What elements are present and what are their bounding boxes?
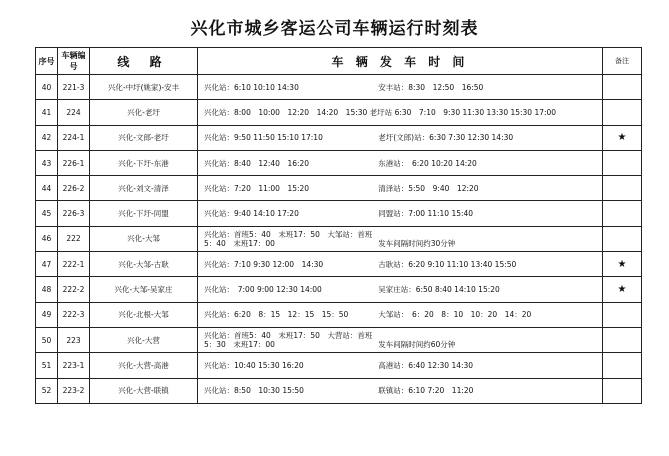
cell-bus-no: 226-2 xyxy=(58,176,90,201)
table-row xyxy=(36,302,642,327)
cell-route: 兴化-大邹 xyxy=(90,226,198,251)
schedule-outbound: 兴化站：6:10 10:10 14:30 xyxy=(204,82,299,92)
cell-bus-no: 221-3 xyxy=(58,75,90,100)
schedule-return: 高港站：6:40 12:30 14:30 xyxy=(378,360,474,370)
cell-route: 兴化-大营-联镇 xyxy=(90,378,198,403)
cell-bus-no: 223 xyxy=(58,327,90,352)
cell-bus-no: 222-2 xyxy=(58,277,90,302)
cell-schedule xyxy=(198,226,603,251)
cell-seq: 51 xyxy=(36,353,58,378)
schedule-return: 清泽站：5:50 9:40 12:20 xyxy=(378,183,479,193)
cell-schedule xyxy=(198,353,603,378)
schedule-outbound: 兴化站：6:20 8：15 12：15 15：50 xyxy=(204,310,349,320)
table-row xyxy=(36,176,642,201)
table-row xyxy=(36,75,642,100)
cell-route: 兴化-北根-大邹 xyxy=(90,302,198,327)
table-row xyxy=(36,327,642,352)
cell-route: 兴化-刘文-清泽 xyxy=(90,176,198,201)
cell-route: 兴化-大营 xyxy=(90,327,198,352)
cell-bus-no: 223-2 xyxy=(58,378,90,403)
cell-route: 兴化-大营-高港 xyxy=(90,353,198,378)
header-schedule: 车 辆 发 车 时 间 xyxy=(198,48,603,75)
cell-route: 兴化-老圩 xyxy=(90,100,198,125)
cell-note xyxy=(603,378,642,403)
table-row xyxy=(36,201,642,226)
schedule-outbound: 兴化站： 7:00 9:00 12:30 14:00 xyxy=(204,285,322,295)
cell-bus-no: 222 xyxy=(58,226,90,251)
cell-note xyxy=(603,353,642,378)
timetable xyxy=(35,47,642,404)
cell-seq: 43 xyxy=(36,150,58,175)
schedule-return: 老圩(文郎)站：6:30 7:30 12:30 14:30 xyxy=(378,133,514,143)
cell-seq: 45 xyxy=(36,201,58,226)
cell-note: ★ xyxy=(603,277,642,302)
cell-note xyxy=(603,150,642,175)
page-title: 兴化市城乡客运公司车辆运行时刻表 xyxy=(190,19,479,39)
cell-note xyxy=(603,302,642,327)
cell-bus-no: 226-3 xyxy=(58,201,90,226)
cell-route: 兴化-下圩-同盟 xyxy=(90,201,198,226)
schedule-outbound: 兴化站：9:40 14:10 17:20 xyxy=(204,209,299,219)
cell-seq: 46 xyxy=(36,226,58,251)
cell-seq: 42 xyxy=(36,125,58,150)
cell-schedule xyxy=(198,277,603,302)
cell-bus-no: 224-1 xyxy=(58,125,90,150)
table-row xyxy=(36,378,642,403)
cell-route: 兴化-下圩-东港 xyxy=(90,150,198,175)
table-header-row xyxy=(36,48,642,75)
table-row xyxy=(36,150,642,175)
cell-note: ★ xyxy=(603,252,642,277)
schedule-return: 大邹站： 6：20 8：10 10：20 14：20 xyxy=(378,310,532,320)
schedule-outbound: 兴化站：9:50 11:50 15:10 17:10 xyxy=(204,133,323,143)
cell-seq: 48 xyxy=(36,277,58,302)
schedule-outbound: 兴化站：8:00 10:00 12:20 14:20 15:30 老圩站 6:30 7:10 9:30 11:30 13:30 15:30 17:00 xyxy=(204,107,557,117)
header-seq: 序号 xyxy=(36,48,58,75)
schedule-return: 发车间隔时间约60分钟 xyxy=(378,340,456,350)
header-bus-no: 车辆编号 xyxy=(58,48,90,75)
cell-schedule xyxy=(198,176,603,201)
table-body xyxy=(36,75,642,404)
header-route: 线 路 xyxy=(90,48,198,75)
schedule-return: 同盟站：7:00 11:10 15:40 xyxy=(378,209,474,219)
table-row xyxy=(36,353,642,378)
schedule-return: 安丰站：8:30 12:50 16:50 xyxy=(378,82,484,92)
schedule-return: 古耿站：6:20 9:10 11:10 13:40 15:50 xyxy=(378,259,517,269)
cell-schedule xyxy=(198,201,603,226)
schedule-return: 东港站： 6:20 10:20 14:20 xyxy=(378,158,477,168)
cell-schedule xyxy=(198,100,603,125)
schedule-outbound: 兴化站：首班5：40 末班17：50 大营站：首班5：30 末班17：00 xyxy=(204,331,373,350)
cell-note xyxy=(603,327,642,352)
cell-bus-no: 226-1 xyxy=(58,150,90,175)
cell-note xyxy=(603,201,642,226)
cell-seq: 50 xyxy=(36,327,58,352)
cell-note xyxy=(603,100,642,125)
cell-schedule xyxy=(198,327,603,352)
cell-note xyxy=(603,226,642,251)
cell-bus-no: 223-1 xyxy=(58,353,90,378)
cell-note xyxy=(603,176,642,201)
cell-schedule xyxy=(198,75,603,100)
cell-seq: 49 xyxy=(36,302,58,327)
schedule-outbound: 兴化站：首班5：40 末班17：50 大邹站：首班5：40 末班17：00 xyxy=(204,229,373,248)
cell-note: ★ xyxy=(603,125,642,150)
table-row xyxy=(36,226,642,251)
schedule-outbound: 兴化站：7:20 11:00 15:20 xyxy=(204,183,310,193)
cell-schedule xyxy=(198,125,603,150)
cell-seq: 44 xyxy=(36,176,58,201)
cell-seq: 47 xyxy=(36,252,58,277)
cell-schedule xyxy=(198,302,603,327)
table-row xyxy=(36,252,642,277)
cell-bus-no: 224 xyxy=(58,100,90,125)
cell-bus-no: 222-1 xyxy=(58,252,90,277)
schedule-outbound: 兴化站：7:10 9:30 12:00 14:30 xyxy=(204,259,324,269)
table-row xyxy=(36,125,642,150)
cell-seq: 52 xyxy=(36,378,58,403)
schedule-return: 联镇站：6:10 7:20 11:20 xyxy=(378,386,474,396)
cell-schedule xyxy=(198,252,603,277)
cell-route: 兴化-大邹-吴家庄 xyxy=(90,277,198,302)
cell-route: 兴化-中圩(姚家)-安丰 xyxy=(90,75,198,100)
cell-route: 兴化-大邹-古耿 xyxy=(90,252,198,277)
schedule-outbound: 兴化站：10:40 15:30 16:20 xyxy=(204,360,304,370)
schedule-return: 吴家庄站：6:50 8:40 14:10 15:20 xyxy=(378,285,500,295)
cell-schedule xyxy=(198,150,603,175)
cell-seq: 40 xyxy=(36,75,58,100)
header-note: 备注 xyxy=(603,48,642,75)
cell-route: 兴化-文郎-老圩 xyxy=(90,125,198,150)
table-row xyxy=(36,100,642,125)
table-row xyxy=(36,277,642,302)
cell-bus-no: 222-3 xyxy=(58,302,90,327)
cell-schedule xyxy=(198,378,603,403)
schedule-outbound: 兴化站：8:40 12:40 16:20 xyxy=(204,158,310,168)
schedule-outbound: 兴化站：8:50 10:30 15:50 xyxy=(204,386,304,396)
cell-seq: 41 xyxy=(36,100,58,125)
schedule-return: 发车间隔时间约30分钟 xyxy=(378,238,456,248)
cell-note xyxy=(603,75,642,100)
